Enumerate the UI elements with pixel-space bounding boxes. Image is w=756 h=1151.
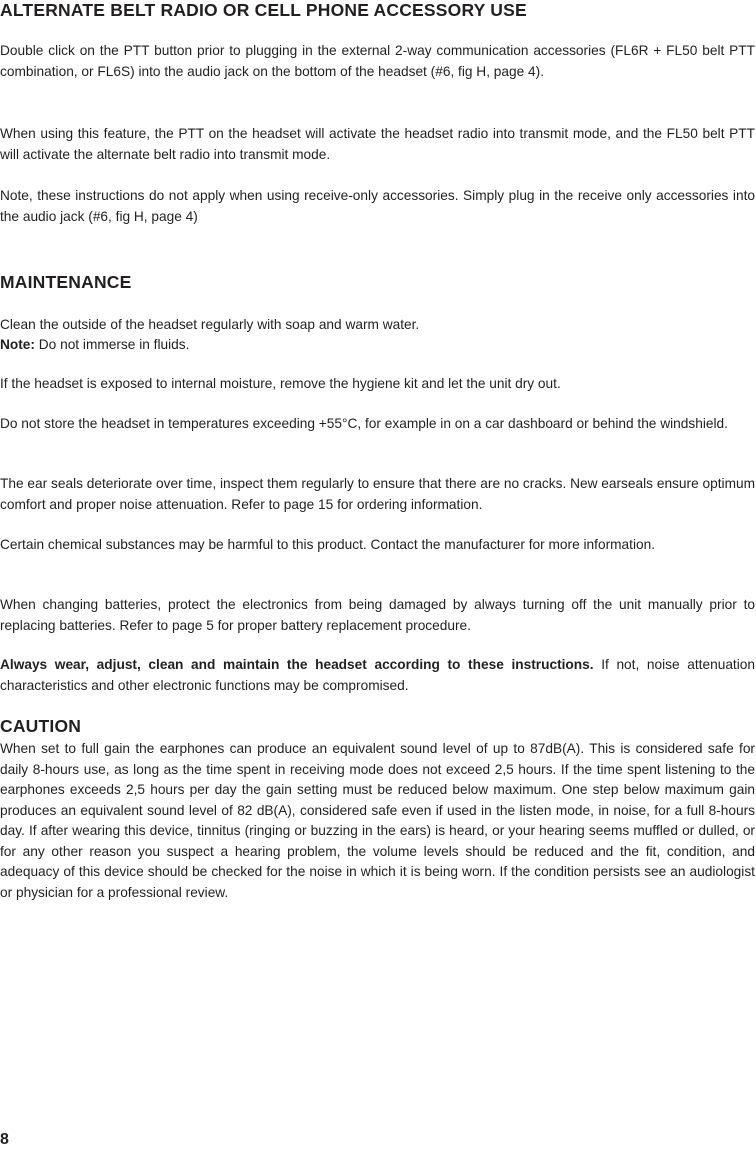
- paragraph-internal-moisture: If the headset is exposed to internal moisture, remove the hygiene kit and let the unit dry out.: [0, 376, 561, 391]
- note-label: Note:: [0, 337, 35, 352]
- paragraph-clean-outside: Clean the outside of the headset regularly with soap and warm water.: [0, 317, 420, 332]
- section-title-maintenance: MAINTENANCE: [0, 272, 132, 292]
- paragraph-chemical-substances: Certain chemical substances may be harmful to this product. Contact the manufacturer for more information.: [0, 537, 656, 552]
- note-text: Do not immerse in fluids.: [34, 337, 190, 352]
- paragraph-always-wear: [0, 655, 755, 696]
- paragraph-storage-temperature: Do not store the headset in temperatures exceeding +55°C, for example in on a car dashboard or behind the windshield.: [0, 416, 728, 431]
- paragraph-ear-seals: The ear seals deteriorate over time, inspect them regularly to ensure that there are no cracks. New earseals ensure optimum comfort and proper noise attenuation. Refer to page 15 for ordering information.: [0, 476, 755, 512]
- paragraph-note: [0, 335, 755, 356]
- paragraph-changing-batteries: When changing batteries, protect the electronics from being damaged by always turning off the unit manually prior to replacing batteries. Refer to page 5 for proper battery replacement procedure.: [0, 597, 755, 633]
- always-wear-rest: If not, noise attenuation characteristics and other electronic functions may be compromised.: [0, 657, 755, 693]
- always-wear-bold: Always wear, adjust, clean and maintain the headset according to these instructions.: [0, 657, 594, 672]
- paragraph-caution-text: When set to full gain the earphones can produce an equivalent sound level of up to 87dB(A). This is considered safe for daily 8-hours use, as long as the time spent in receiving mode does not exceed 2,5 hours. If the time spent listening to the earphones exceeds 2,5 hours per day the gain setting must be reduced below maximum. One step below maximum gain produces an equivalent sound level of 82 dB(A), considered safe even if used in the listen mode, in noise, for a full 8-hours day. If after wearing this device, tinnitus (ringing or buzzing in the ears) is heard, or your hearing seems muffled or dulled, or for any other reason you suspect a hearing problem, the volume levels should be reduced and the fit, condition, and adequacy of this device should be checked for the noise in which it is being worn. If the condition persists see an audiologist or physician for a professional review.: [0, 741, 755, 900]
- paragraph-ptt-transmit: When using this feature, the PTT on the headset will activate the headset radio into transmit mode, and the FL50 belt PTT will activate the alternate belt radio into transmit mode.: [0, 126, 755, 162]
- paragraph-receive-only: Note, these instructions do not apply when using receive-only accessories. Simply plug in the receive only accessories into the audio jack (#6, fig H, page 4): [0, 188, 755, 224]
- paragraph-double-click-ptt: Double click on the PTT button prior to plugging in the external 2-way communication accessories (FL6R + FL50 belt PTT combination, or FL6S) into the audio jack on the bottom of the headset (#6, fig H, page 4).: [0, 43, 755, 79]
- page-number: 8: [0, 1131, 9, 1148]
- section-title-alternate-use: ALTERNATE BELT RADIO OR CELL PHONE ACCESSORY USE: [0, 0, 527, 20]
- section-title-caution: CAUTION: [0, 716, 82, 736]
